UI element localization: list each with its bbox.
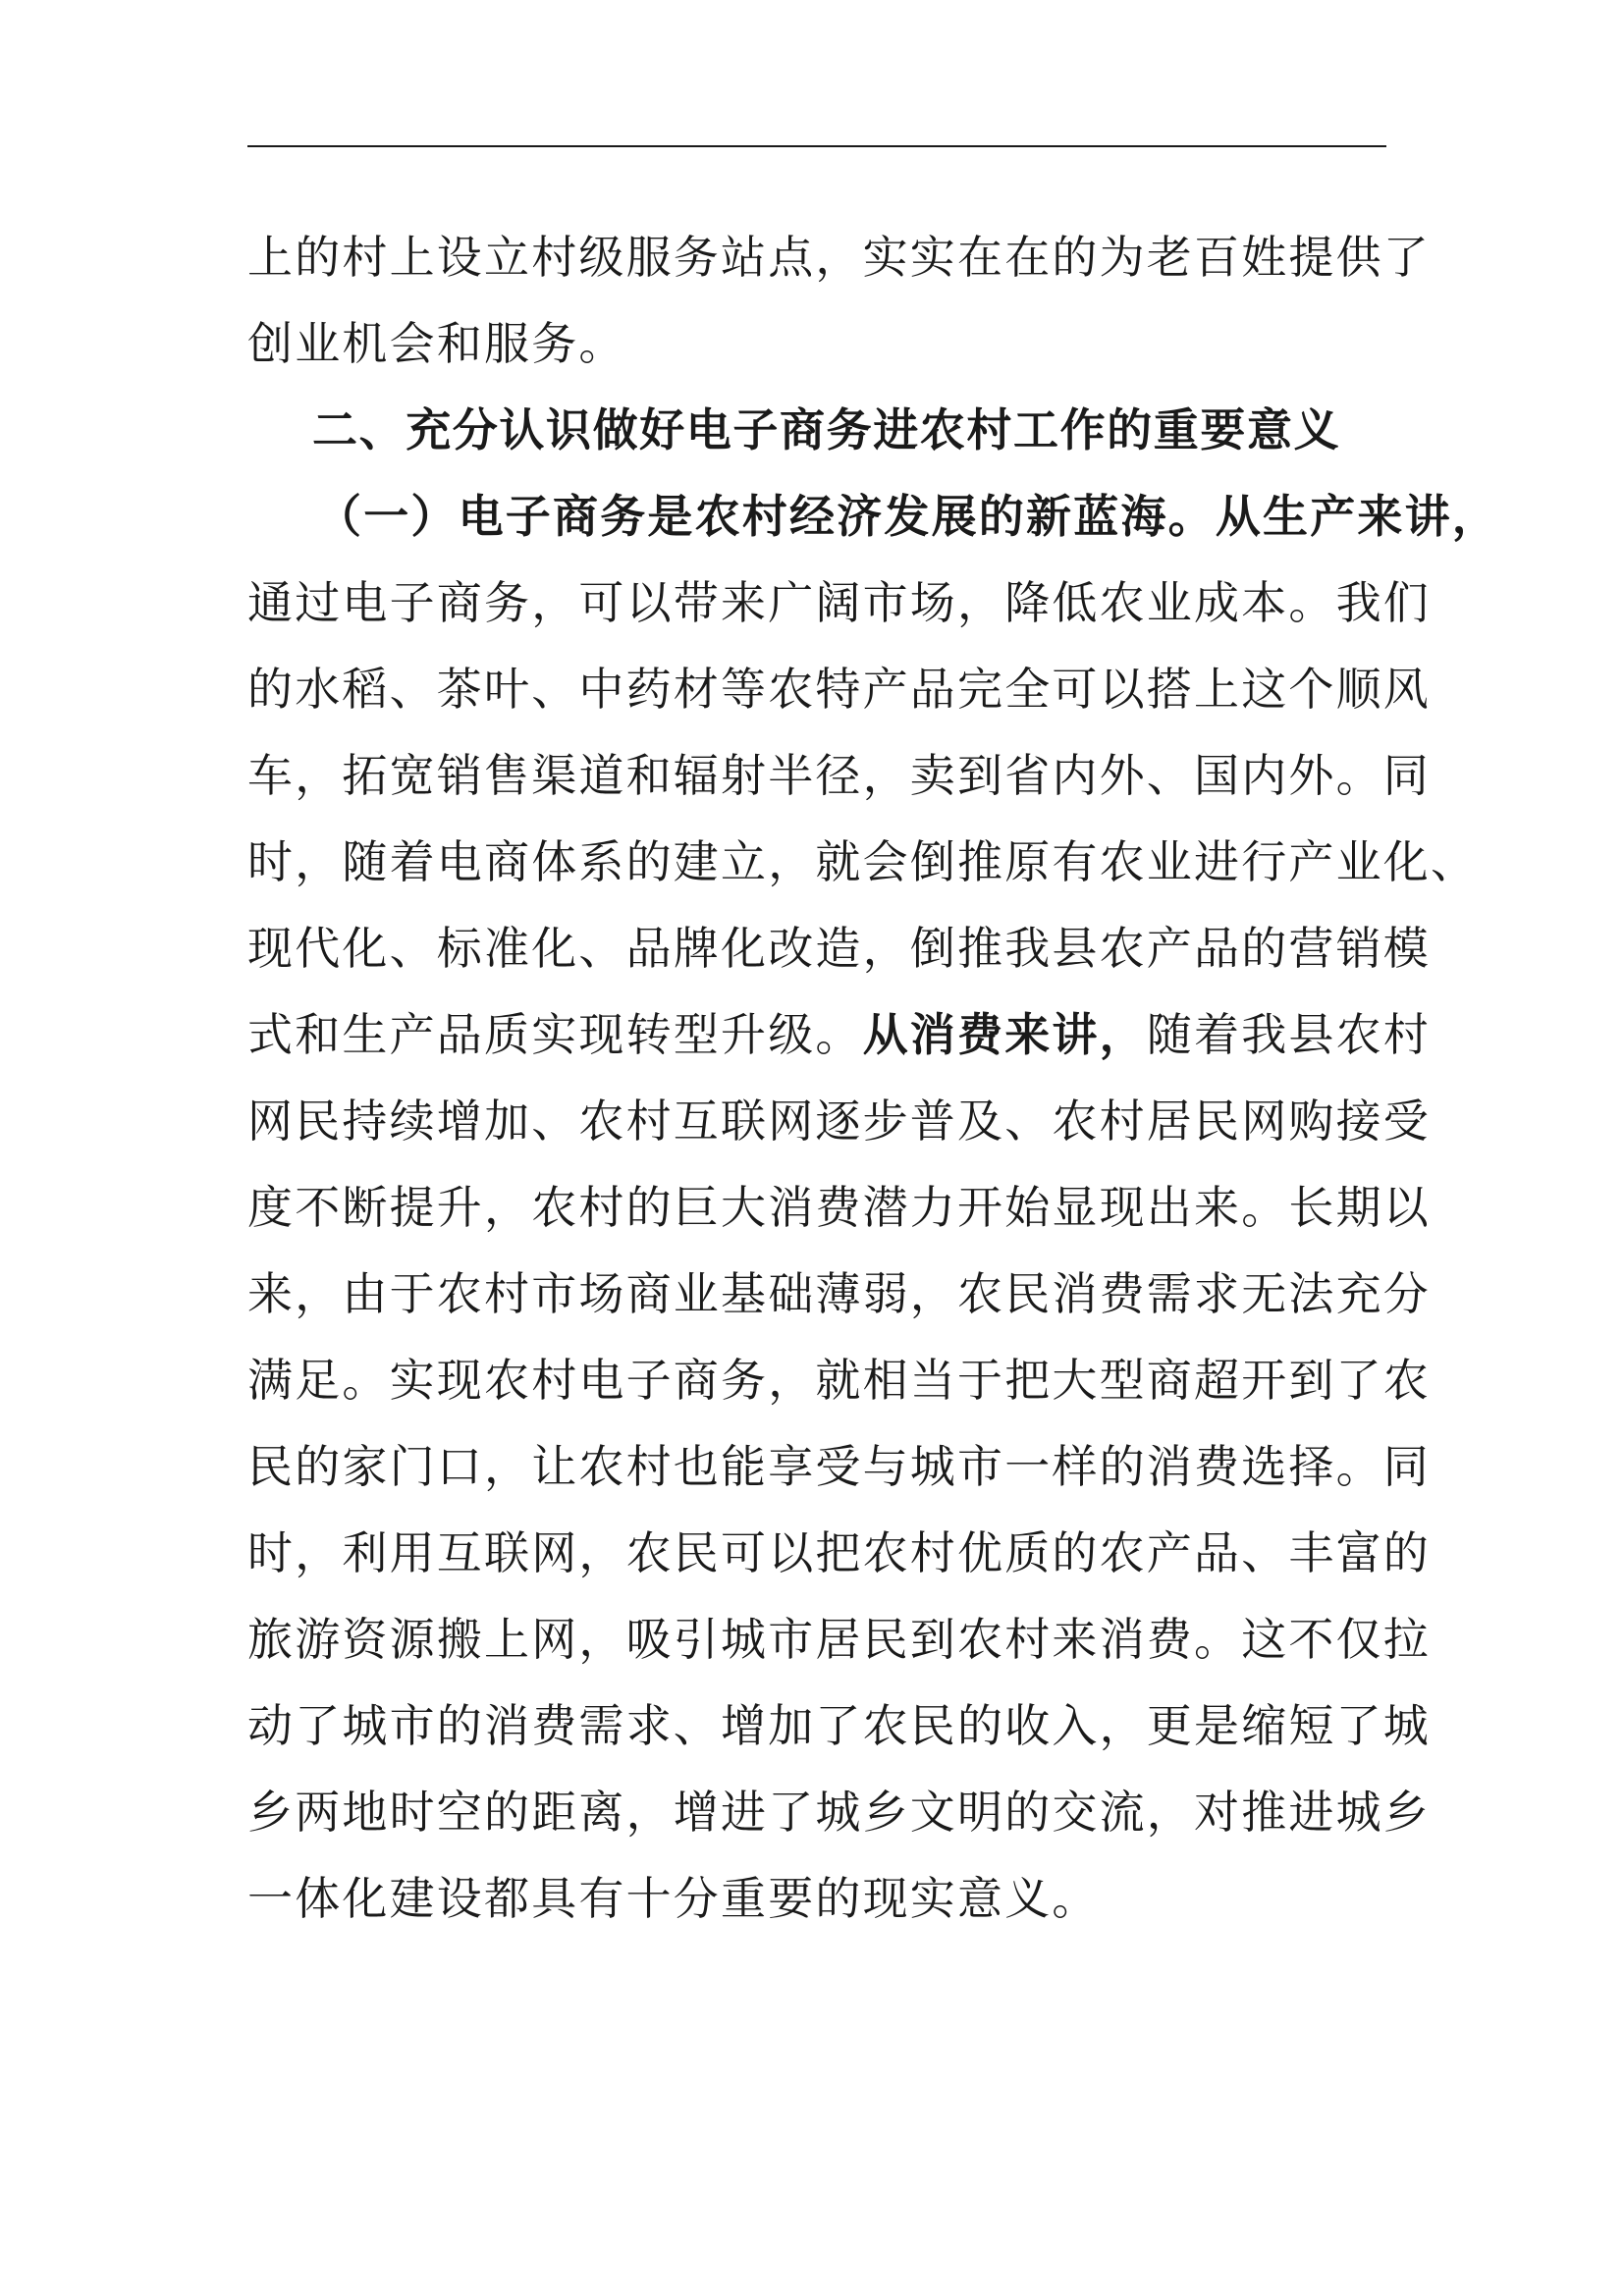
text-line: 度不断提升，农村的巨大消费潜力开始显现出来。长期以 [247, 1181, 1431, 1234]
text-line: 乡两地时空的距离，增进了城乡文明的交流，对推进城乡 [247, 1786, 1431, 1839]
text-line: 时，随着电商体系的建立，就会倒推原有农业进行产业化、 [247, 835, 1479, 888]
text-line: 通过电子商务，可以带来广阔市场，降低农业成本。我们 [247, 576, 1431, 629]
text-line: 上的村上设立村级服务站点，实实在在的为老百姓提供了 [247, 231, 1431, 284]
section-heading: 二、充分认识做好电子商务进农村工作的重要意义 [312, 403, 1341, 456]
text-line: 民的家门口，让农村也能享受与城市一样的消费选择。同 [247, 1440, 1431, 1493]
paragraph-lead-bold: （一）电子商务是农村经济发展的新蓝海。从生产来讲， [316, 490, 1499, 543]
text-line: 的水稻、茶叶、中药材等农特产品完全可以搭上这个顺风 [247, 663, 1431, 716]
text-line: 动了城市的消费需求、增加了农民的收入，更是缩短了城 [247, 1699, 1431, 1752]
text-line: 满足。实现农村电子商务，就相当于把大型商超开到了农 [247, 1354, 1431, 1407]
text-line: 车，拓宽销售渠道和辐射半径，卖到省内外、国内外。同 [247, 749, 1431, 802]
text-line: 来，由于农村市场商业基础薄弱，农民消费需求无法充分 [247, 1267, 1431, 1320]
text-line: 时，利用互联网，农民可以把农村优质的农产品、丰富的 [247, 1526, 1431, 1579]
document-body [247, 214, 1499, 1942]
header-rule [247, 145, 1386, 147]
text-line: 现代化、标准化、品牌化改造，倒推我县农产品的营销模 [247, 922, 1431, 975]
bold-run: 从消费来讲， [862, 1008, 1147, 1061]
text-line-mixed [247, 991, 1432, 1078]
text-line: 网民持续增加、农村互联网逐步普及、农村居民网购接受 [247, 1095, 1431, 1148]
text-line: 一体化建设都具有十分重要的现实意义。 [247, 1872, 1100, 1925]
text-line: 旅游资源搬上网，吸引城市居民到农村来消费。这不仅拉 [247, 1613, 1431, 1666]
text-line: 创业机会和服务。 [247, 317, 626, 370]
text-run: 随着我县农村 [1146, 1008, 1432, 1061]
text-run: 式和生产品质实现转型升级。 [247, 1008, 863, 1061]
